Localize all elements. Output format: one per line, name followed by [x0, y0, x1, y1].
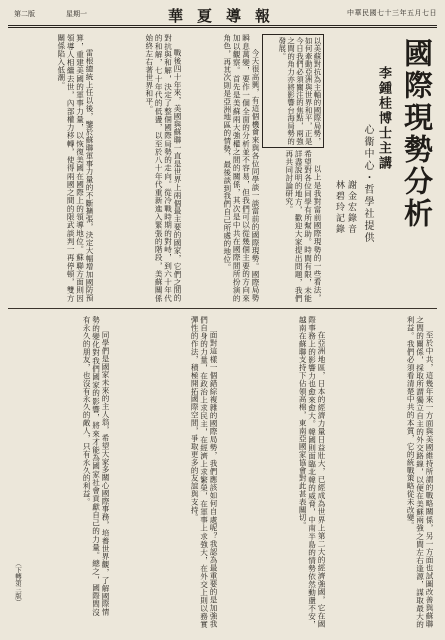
article-title-block: [325, 32, 435, 302]
article-paragraph: 雷根總統上任以後，鑒於蘇聯軍事力量的不斷擴張，決定大幅增加國防預算，重建美國的軍事力量，以恢復美國在國際上的領導地位。蘇聯方面則因領導人相繼去世，內部權力移轉，使得兩國之間的限武談判一再停頓，雙方關係陷入低潮。: [56, 34, 94, 302]
article-paragraph: 至於中共，這幾年來一方面與美國維持所謂的戰略關係，另一方面也試圖改善與蘇聯之間的關係，採取所謂獨立自主的外交路線，以便在美蘇兩強之間左右逢源，謀取最大的利益。我們必須看清楚中共的本質，它的統戰策略從未改變。: [406, 316, 434, 628]
article-column: [262, 150, 322, 302]
masthead-rule: [8, 25, 437, 26]
article-column: [222, 316, 326, 628]
article-paragraph: 在亞洲地區，日本的經濟力量日益壯大，已經成為世界上第二大的經濟強國，它在國際事務上的影響力也愈來愈大。韓國則面臨北韓的威脅，中南半島的情勢依然動盪不安，越南在蘇聯支持下佔領高棉，東南亞國家協會對此甚表關切。: [298, 316, 326, 628]
article-paragraph: 以上是我對當前國際現勢的一些看法，希望對各位同學有所幫助。時間有限，未能詳盡說明的地方，歡迎大家提出問題，我們再共同討論研究。: [284, 150, 322, 302]
article-column: [98, 34, 182, 302]
article-sponsor: 心衞中心・哲學社提供: [362, 124, 373, 244]
page-number: 第二版: [14, 10, 35, 18]
recorder-audio: 謝金宏錄音: [346, 180, 356, 235]
article-paragraph: 戰後四十年來，美國與蘇聯一直是世界上兩個最主要的國家，它們之間的對抗與和解，決定了整個國際局勢的走向。從冷戰時期的對峙，到六十年代的和解，七十年代的低盪，以至於八十年代重新進入緊張的階段，美蘇關係始終左右著世界和平。: [144, 34, 182, 302]
masthead: [8, 4, 437, 26]
article-paragraph: 同學們是國家未來的主人翁，希望大家多關心國際事務，培養世界觀，了解國際情勢的變化對我們國家的影響，將來才能為國家社會貢獻自己的力量。總之，國際間沒有永久的朋友，也沒有永久的敵人，只有永久的利益。: [82, 316, 110, 616]
article-column: [186, 34, 260, 302]
article-column: [10, 34, 94, 302]
section-rule: [8, 308, 437, 309]
newspaper-title: 華夏導報: [168, 7, 285, 25]
issue-date: 中華民國七十三年五月七日: [347, 9, 437, 17]
article-title: 國際現勢分析: [400, 38, 434, 230]
weekday: 星期一: [66, 10, 87, 18]
summary-text: 以美蘇對抗為主軸的國際局勢，如何牽動亞洲與世界和平，正是今日我們必須關注的焦點，兩強之間的角力亦將影響台海局勢的發展。: [277, 37, 322, 145]
article-column: [114, 316, 218, 628]
article-paragraph: 面對這樣一個錯綜複雜的國際局勢，我們應該如何自處呢？我認為最重要的是加強我們自身的力量，在政治上求民主，在經濟上求繁榮，在軍事上求強大，在外交上則以務實彈性的作法，積極開拓國際空間，爭取更多的友誼與支持。: [190, 316, 218, 628]
summary-box: [262, 34, 324, 148]
article-speaker: 李鍾桂博士主講: [376, 66, 391, 171]
article-recorders: [333, 180, 357, 235]
article-paragraph: 今天很高興，有這個機會來與各位同學談一談當前的國際現勢。國際局勢瞬息萬變，要作一個全面的分析並不容易，但我們可以從幾個主要的方向來加以觀察。首先是美蘇兩大強權之間的關係，其次是中共在國際間所扮演的角色，再其次則是亞洲地區的情勢，最後談到我們自己所處的地位。: [222, 34, 260, 302]
continued-note: （下轉第三版）: [14, 560, 22, 606]
article-column: [330, 316, 434, 628]
masthead-rule: [8, 27, 437, 28]
article-column: [10, 316, 110, 616]
recorder-notes: 林碧玲記錄: [334, 180, 344, 235]
